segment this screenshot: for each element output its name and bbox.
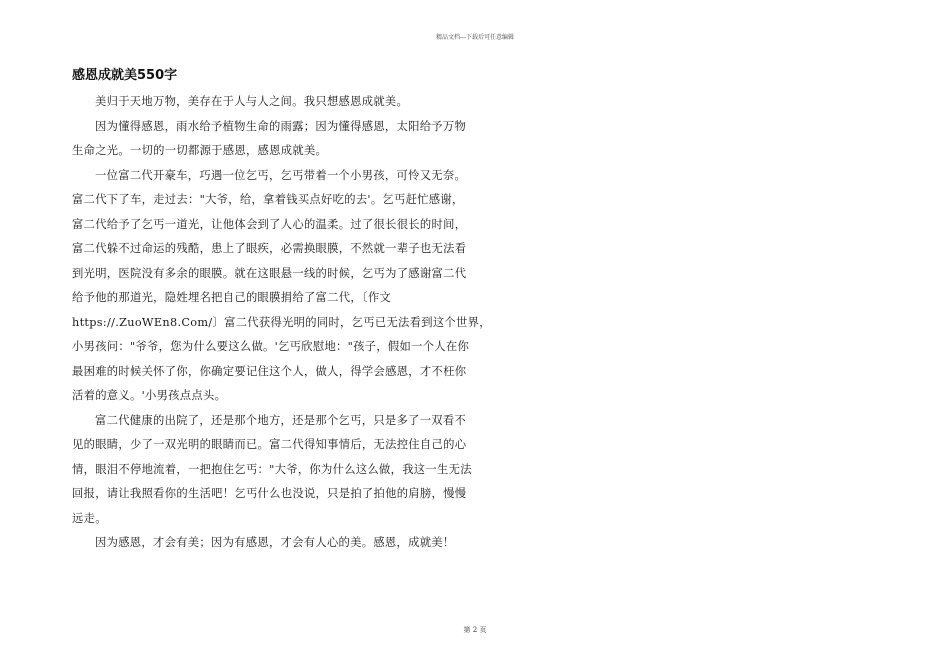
paragraph-line: https://.ZuoWEn8.Com/〕富二代获得光明的同时，乞丐已无法看到这个世界，: [72, 315, 491, 329]
paragraph-line: 富二代下了车，走过去："大爷，给，拿着钱买点好吃的去'。乞丐赶忙感谢，: [72, 193, 464, 206]
paragraph-line: 最困难的时候关怀了你，你确定要记住这个人，做人，得学会感恩，才不枉你: [72, 364, 467, 378]
paragraph-line: 富二代给予了乞丐一道光，让他体会到了人心的温柔。过了很长很长的时间，: [72, 217, 467, 231]
paragraph-line: 远走。: [72, 511, 107, 525]
paragraph-line: 富二代躲不过命运的残酷，患上了眼疾，必需换眼膜，不然就一辈子也无法看: [72, 242, 467, 255]
paragraph-line: 活着的意义。'小男孩点点头。: [72, 389, 227, 402]
document-body: [72, 90, 491, 556]
paragraph-line: 回报，请让我照看你的生活吧！乞丐什么也没说，只是拍了拍他的肩膀，慢慢: [72, 487, 467, 500]
paragraph-line: 到光明，医院没有多余的眼膜。就在这眼悬一线的时候，乞丐为了感谢富二代: [72, 266, 467, 280]
paragraph-line: 因为懂得感恩，雨水给予植物生命的雨露；因为懂得感恩，太阳给予万物: [95, 119, 467, 133]
paragraph-line: 美归于天地万物，美存在于人与人之间。我只想感恩成就美。: [95, 95, 409, 108]
paragraph-line: 情，眼泪不停地流着，一把抱住乞丐："大爷，你为什么这么做，我这一生无法: [72, 462, 472, 476]
paragraph-line: 给予他的那道光，隐姓埋名把自己的眼膜捐给了富二代，〔作文: [72, 291, 392, 304]
paragraph-line: 生命之光。一切的一切都源于感恩，感恩成就美。: [72, 144, 328, 157]
paragraph-line: 因为感恩，才会有美；因为有感恩，才会有人心的美。感恩，成就美！: [95, 536, 455, 549]
paragraph-line: 见的眼睛，少了一双光明的眼睛而已。富二代得知事情后，无法控住自己的心: [72, 438, 467, 451]
paragraph-line: 小男孩问："爷爷，您为什么要这么做。'乞丐欣慰地："孩子，假如一个人在你: [72, 340, 470, 353]
page-header: 精品文档---下载后可任意编辑: [435, 34, 515, 41]
document-title: 感恩成就美550字: [72, 68, 178, 83]
page-number: 第 2 页: [463, 626, 487, 634]
paragraph-line: 富二代健康的出院了，还是那个地方，还是那个乞丐，只是多了一双看不: [95, 413, 467, 427]
paragraph-line: 一位富二代开豪车，巧遇一位乞丐，乞丐带着一个小男孩，可怜又无奈。: [95, 168, 467, 182]
